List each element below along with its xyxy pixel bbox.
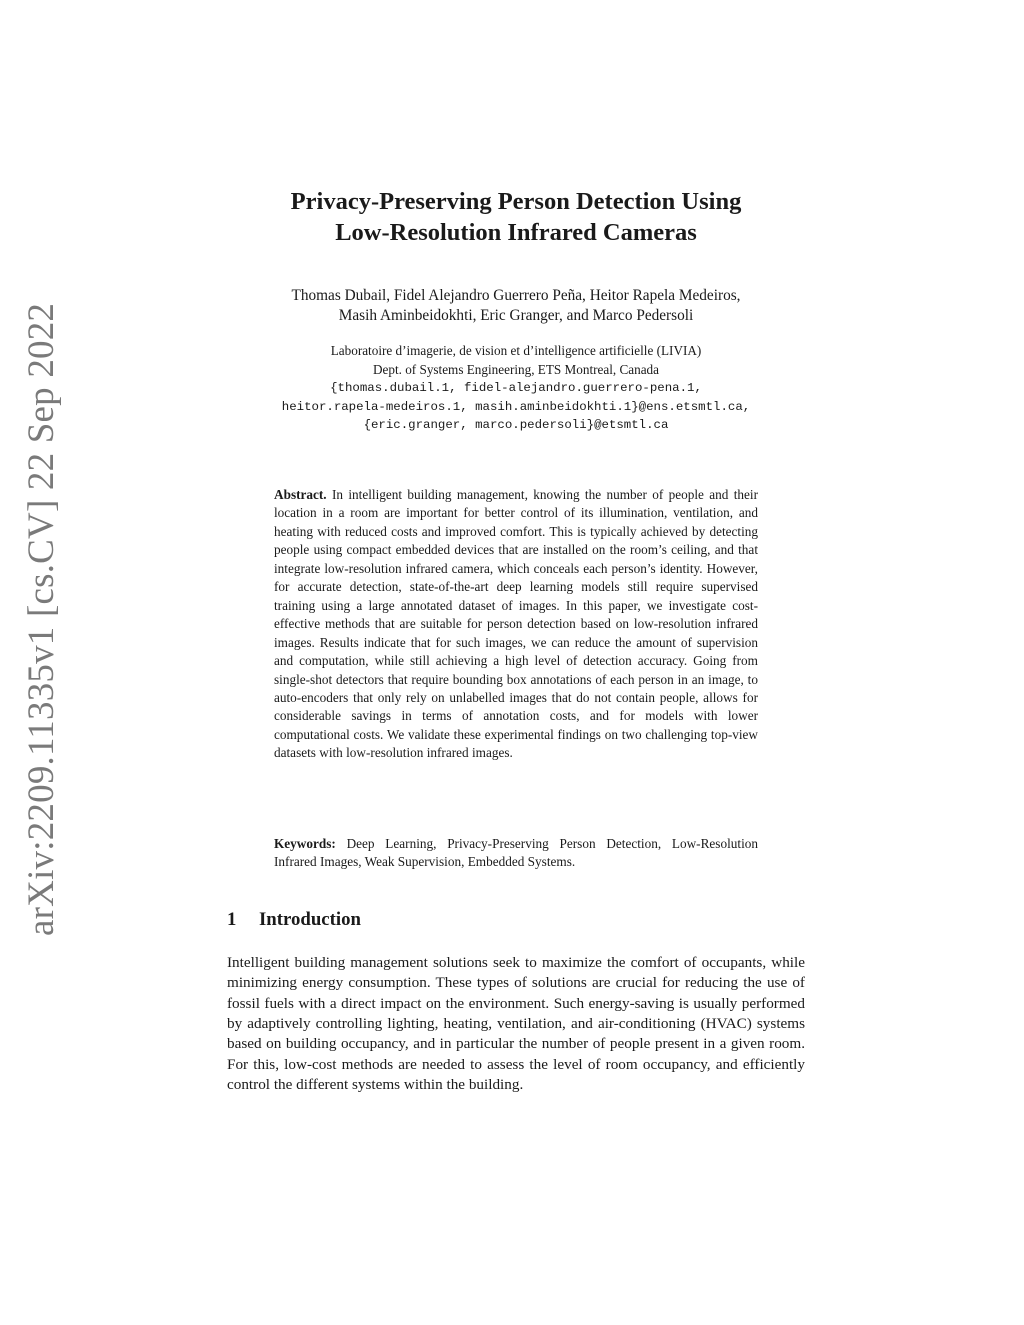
arxiv-identifier: arXiv:2209.11335v1 [cs.CV] 22 Sep 2022 [21, 302, 62, 936]
authors-line-2: Masih Aminbeidokhti, Eric Granger, and Marco Pedersoli [338, 307, 694, 324]
keywords-label: Keywords: [274, 836, 336, 851]
abstract-text: In intelligent building management, knowing the number of people and their location in a room are important for better control of its illumination, ventilation, and heating with reduced costs and improved comfort. This is typically achieved by detecting people using compact embedded devices that are installed on the room’s ceiling, and that integrate low-resolution infrared camera, which conceals each person’s identity. However, for accurate detection, state-of-the-art deep learning models still require supervised training using a large annotated dataset of images. In this paper, we investigate cost-effective methods that are suitable for person detection based on low-resolution infrared images. Results indicate that for such images, we can reduce the amount of supervision and computation, while still achieving a high level of detection accuracy. Going from single-shot detectors that require bounding box annotations of each person in an image, to auto-encoders that only rely on unlabelled images that do not contain people, allows for considerable savings in terms of annotation costs, and for models with lower computational costs. We validate these experimental findings on two challenging top-view datasets with low-resolution infrared images. [274, 487, 759, 761]
email-line-1: {thomas.dubail.1, fidel-alejandro.guerrero-pena.1, [330, 381, 702, 396]
paper-title [227, 186, 805, 248]
email-line-3: {eric.granger, marco.pedersoli}@etsmtl.ca [363, 418, 669, 433]
introduction-paragraph: Intelligent building management solutions seek to maximize the comfort of occupants, while minimizing energy consumption. These types of solutions are crucial for reducing the use of fossil fuels with a direct impact on the environment. Such energy-saving is usually performed by adaptively controlling lighting, heating, ventilation, and air-conditioning (HVAC) systems based on building occupancy, and in particular the number of people present in a given room. For this, low-cost methods are needed to assess the level of room occupancy, and efficiently control the different systems within the building. [227, 954, 805, 1094]
email-line-2: heitor.rapela-medeiros.1, masih.aminbeidokhti.1}@ens.etsmtl.ca, [281, 399, 751, 414]
title-line-2: Low-Resolution Infrared Cameras [335, 219, 697, 246]
section-title: Introduction [259, 909, 361, 930]
affiliation-line-2: Dept. of Systems Engineering, ETS Montreal, Canada [372, 361, 660, 377]
keywords-text: Deep Learning, Privacy-Preserving Person Detection, Low-Resolution Infrared Images, Weak Supervision, Embedded Systems. [274, 836, 759, 870]
section-number: 1 [227, 909, 237, 930]
abstract [274, 486, 758, 763]
author-list [227, 286, 805, 326]
section-heading-introduction [227, 908, 361, 932]
keywords [274, 835, 758, 872]
affiliation-block [227, 342, 805, 435]
affiliation-line-1: Laboratoire d’imagerie, de vision et d’intelligence artificielle (LIVIA) [330, 343, 702, 358]
title-line-1: Privacy-Preserving Person Detection Using [290, 188, 742, 215]
abstract-label: Abstract. [274, 487, 327, 502]
authors-line-1: Thomas Dubail, Fidel Alejandro Guerrero Peña, Heitor Rapela Medeiros, [291, 287, 741, 304]
